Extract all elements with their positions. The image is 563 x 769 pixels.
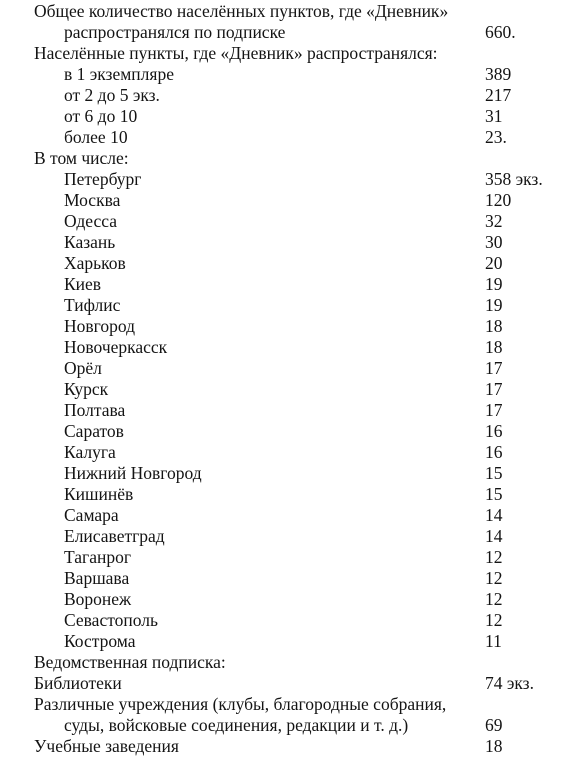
row-value: 19 (485, 295, 503, 315)
row-label: Саратов (64, 421, 124, 441)
row-label: Казань (64, 232, 116, 252)
row-value: 15 (485, 484, 503, 504)
table-row (0, 64, 563, 85)
table-row (0, 253, 563, 274)
row-value: 69 (485, 715, 503, 735)
table-row (0, 148, 563, 169)
row-label: от 2 до 5 экз. (64, 85, 160, 105)
row-value: 30 (485, 232, 503, 252)
table-row (0, 274, 563, 295)
table-row (0, 400, 563, 421)
table-row (0, 295, 563, 316)
row-label: Кострома (64, 631, 136, 651)
table-row (0, 526, 563, 547)
row-label: Воронеж (64, 589, 132, 609)
row-value: 358 экз. (485, 169, 543, 189)
table-row (0, 568, 563, 589)
row-value: 12 (485, 547, 503, 567)
row-value: 19 (485, 274, 503, 294)
row-label: Калуга (64, 442, 116, 462)
row-label: Общее количество населённых пунктов, где «Дневник» (34, 1, 449, 21)
row-label: Москва (64, 190, 121, 210)
row-value: 20 (485, 253, 503, 273)
row-value: 18 (485, 316, 503, 336)
table-row (0, 610, 563, 631)
row-label: Курск (64, 379, 109, 399)
row-value: 18 (485, 337, 503, 357)
row-label: от 6 до 10 (64, 106, 138, 126)
row-value: 31 (485, 106, 503, 126)
row-label: Орёл (64, 358, 102, 378)
row-label: Таганрог (64, 547, 132, 567)
table-row (0, 1, 563, 22)
table-row (0, 589, 563, 610)
row-label: Тифлис (64, 295, 121, 315)
row-label: Севастополь (64, 610, 158, 630)
table-row (0, 715, 563, 736)
table-row (0, 547, 563, 568)
row-value: 23. (485, 127, 507, 147)
table-row (0, 505, 563, 526)
table-row (0, 127, 563, 148)
row-value: 14 (485, 526, 503, 546)
row-label: Библиотеки (34, 673, 122, 693)
row-label: более 10 (64, 127, 128, 147)
row-label: в 1 экземпляре (64, 64, 174, 84)
row-label: Нижний Новгород (64, 463, 202, 483)
table-row (0, 694, 563, 715)
table-row (0, 22, 563, 43)
row-value: 17 (485, 358, 503, 378)
row-value: 14 (485, 505, 503, 525)
row-label: В том числе: (34, 148, 129, 168)
row-value: 15 (485, 463, 503, 483)
table-row (0, 211, 563, 232)
table-row (0, 316, 563, 337)
row-value: 74 экз. (485, 673, 534, 693)
row-value: 217 (485, 85, 512, 105)
row-value: 12 (485, 568, 503, 588)
row-label: Харьков (64, 253, 126, 273)
row-value: 389 (485, 64, 512, 84)
row-label: Различные учреждения (клубы, благородные собрания, (34, 694, 447, 714)
table-row (0, 337, 563, 358)
table-row (0, 85, 563, 106)
table-row (0, 43, 563, 64)
row-value: 16 (485, 421, 503, 441)
row-label: Населённые пункты, где «Дневник» распространялся: (34, 43, 438, 63)
distribution-table (0, 1, 563, 757)
table-row (0, 736, 563, 757)
row-label: Петербург (64, 169, 142, 189)
row-label: Новгород (64, 316, 136, 336)
row-label: Варшава (64, 568, 130, 588)
row-value: 18 (485, 736, 503, 756)
row-value: 17 (485, 400, 503, 420)
table-row (0, 673, 563, 694)
table-row (0, 379, 563, 400)
row-value: 32 (485, 211, 503, 231)
row-label: Кишинёв (64, 484, 134, 504)
table-row (0, 190, 563, 211)
row-label: Елисаветград (64, 526, 165, 546)
row-label: Киев (64, 274, 102, 294)
table-row (0, 652, 563, 673)
table-row (0, 484, 563, 505)
table-row (0, 358, 563, 379)
row-value: 12 (485, 610, 503, 630)
row-label: Полтава (64, 400, 126, 420)
row-label: Учебные заведения (34, 736, 179, 756)
row-label: суды, войсковые соединения, редакции и т. д.) (64, 715, 409, 735)
row-value: 17 (485, 379, 503, 399)
table-row (0, 442, 563, 463)
row-value: 660. (485, 22, 516, 42)
row-value: 12 (485, 589, 503, 609)
row-label: Одесса (64, 211, 118, 231)
table-row (0, 631, 563, 652)
row-label: Самара (64, 505, 119, 525)
row-label: Ведомственная подписка: (34, 652, 226, 672)
row-value: 16 (485, 442, 503, 462)
table-row (0, 106, 563, 127)
table-row (0, 169, 563, 190)
row-value: 11 (485, 631, 502, 651)
table-row (0, 421, 563, 442)
row-label: Новочеркасск (64, 337, 168, 357)
row-value: 120 (485, 190, 512, 210)
row-label: распространялся по подписке (64, 22, 286, 42)
table-row (0, 463, 563, 484)
table-row (0, 232, 563, 253)
